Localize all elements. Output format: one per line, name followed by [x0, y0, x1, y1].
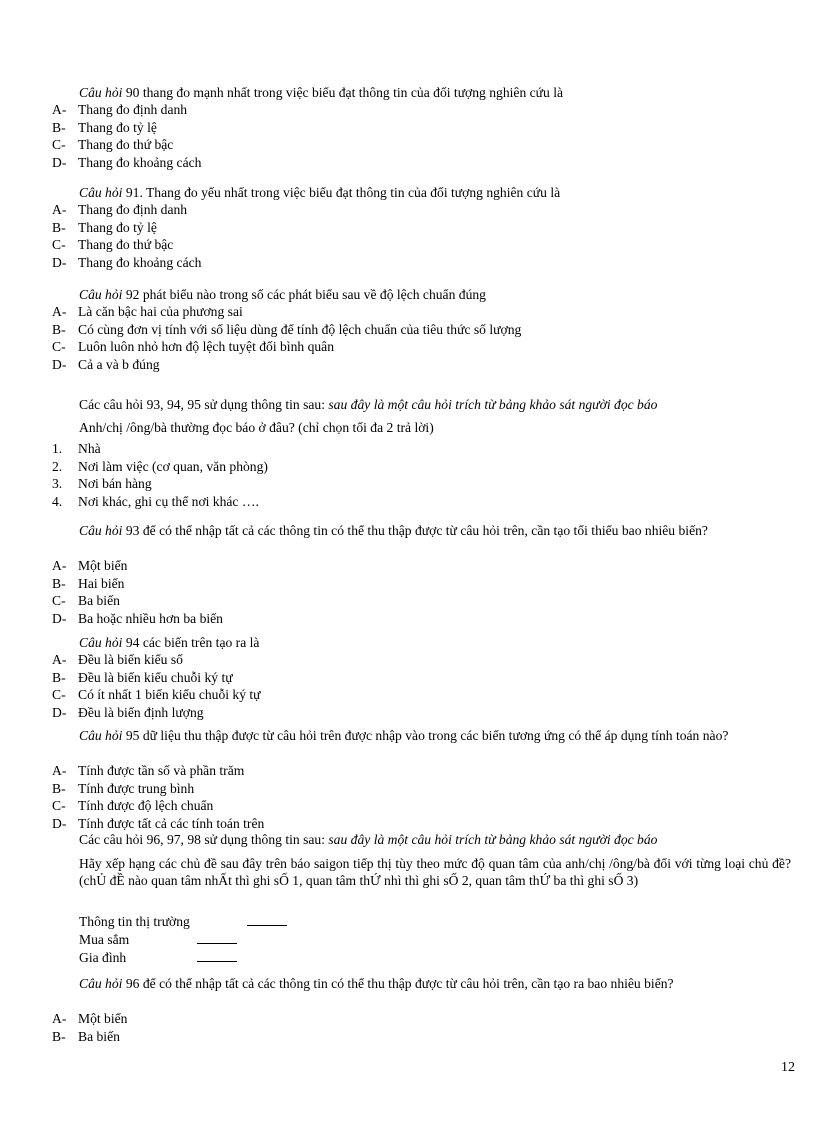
option-text: Thang đo thứ bậc: [78, 237, 174, 253]
question-label: Câu hỏi: [79, 287, 123, 302]
option-marker: A-: [52, 102, 67, 117]
question-label: Câu hỏi: [79, 728, 123, 743]
option-d: [52, 704, 792, 722]
option-d: [52, 254, 792, 272]
question-95: [79, 727, 791, 744]
option-marker: A-: [52, 558, 67, 573]
option-text: Thang đo thứ bậc: [78, 137, 174, 153]
option-text: Là căn bậc hai của phương sai: [78, 304, 243, 319]
question-text: 93 để có thể nhập tất cả các thông tin có thể thu thập được từ câu hỏi trên, cần tạo tối thiểu bao nhiêu biến?: [125, 523, 708, 538]
survey-option-3: [52, 475, 792, 493]
survey-option-2: [52, 458, 792, 476]
ranking-item-2: [79, 931, 237, 948]
option-marker: D-: [52, 704, 67, 720]
question-91-options: [52, 201, 792, 271]
option-marker: B-: [52, 780, 66, 796]
question-label: Câu hỏi: [79, 635, 123, 650]
question-90: [79, 84, 791, 101]
option-marker: A-: [52, 304, 67, 319]
ranking-item-3: [79, 949, 237, 966]
option-marker: B-: [52, 669, 66, 685]
question-96: [79, 975, 791, 992]
question-text: 95 dữ liệu thu thập được từ câu hỏi trên được nhập vào trong các biến tương ứng có thể áp dụng tính toán nào?: [125, 728, 729, 743]
question-text: 96 để có thể nhập tất cả các thông tin có thể thu thập được từ câu hỏi trên, cần tạo ra bao nhiêu biến?: [125, 976, 674, 991]
survey-option-4: [52, 493, 792, 511]
option-marker: 3.: [52, 476, 63, 492]
option-marker: 1.: [52, 441, 63, 456]
option-d: [52, 815, 792, 833]
ranking-item-label: Thông tin thị trường: [79, 914, 190, 929]
option-marker: C-: [52, 237, 66, 253]
question-96-options: [52, 1010, 792, 1045]
option-c: [52, 686, 792, 704]
question-label: Câu hỏi: [79, 85, 123, 100]
intro-italic-text: sau đây là một câu hỏi trích từ bảng khảo sát người đọc báo: [328, 397, 658, 412]
ranking-blank[interactable]: [247, 913, 287, 926]
option-text: Thang đo khoảng cách: [78, 254, 202, 270]
option-c: [52, 338, 792, 356]
option-text: Ba biến: [78, 1028, 120, 1044]
intro-italic-text: sau đây là một câu hỏi trích từ bảng khảo sát người đọc báo: [328, 832, 658, 847]
option-c: [52, 236, 792, 254]
option-a: [52, 1010, 792, 1028]
option-a: [52, 303, 792, 321]
question-text: 90 thang đo mạnh nhất trong việc biểu đạt thông tin của đối tượng nghiên cứu là: [125, 85, 564, 100]
question-95-options: [52, 762, 792, 832]
option-text: Tính được tất cả các tính toán trên: [78, 815, 265, 831]
option-marker: B-: [52, 119, 66, 135]
option-a: [52, 557, 792, 575]
option-marker: B-: [52, 1028, 66, 1044]
option-b: [52, 780, 792, 798]
option-text: Đều là biến định lượng: [78, 704, 204, 720]
intro-text: Các câu hỏi 96, 97, 98 sử dụng thông tin sau:: [79, 832, 329, 847]
intro-text: Các câu hỏi 93, 94, 95 sử dụng thông tin sau:: [79, 397, 329, 412]
option-b: [52, 119, 792, 137]
survey-option-1: [52, 440, 792, 458]
option-text: Ba biến: [78, 593, 120, 609]
option-text: Có cùng đơn vị tính với số liệu dùng để tính độ lệch chuẩn của tiêu thức số lượng: [78, 321, 522, 337]
question-text: 94 các biến trên tạo ra là: [125, 635, 260, 650]
option-marker: 4.: [52, 493, 63, 509]
option-marker: A-: [52, 1011, 67, 1026]
question-93: [79, 522, 791, 539]
survey-1-options: [52, 440, 792, 510]
option-c: [52, 592, 792, 610]
question-91: [79, 184, 791, 201]
option-b: [52, 669, 792, 687]
option-text: Một biến: [78, 558, 128, 573]
option-marker: D-: [52, 815, 67, 831]
option-marker: D-: [52, 610, 67, 626]
option-marker: C-: [52, 593, 66, 609]
question-92-options: [52, 303, 792, 373]
ranking-blank[interactable]: [197, 931, 237, 944]
question-text: 91. Thang đo yếu nhất trong việc biểu đạt thông tin của đối tượng nghiên cứu là: [125, 185, 561, 200]
option-marker: C-: [52, 687, 66, 703]
option-marker: C-: [52, 339, 66, 355]
option-marker: B-: [52, 321, 66, 337]
option-b: [52, 321, 792, 339]
question-93-options: [52, 557, 792, 627]
option-marker: D-: [52, 356, 67, 372]
option-b: [52, 575, 792, 593]
option-text: Thang đo định danh: [78, 202, 188, 217]
question-94-options: [52, 651, 792, 721]
option-text: Thang đo tỷ lệ: [78, 119, 157, 135]
question-label: Câu hỏi: [79, 185, 123, 200]
option-marker: 2.: [52, 458, 63, 474]
option-marker: C-: [52, 137, 66, 153]
question-text: 92 phát biểu nào trong số các phát biểu sau về độ lệch chuẩn đúng: [125, 287, 486, 302]
option-text: Luôn luôn nhỏ hơn độ lệch tuyệt đối bình quân: [78, 339, 334, 355]
option-text: Tính được trung bình: [78, 780, 195, 796]
question-label: Câu hỏi: [79, 523, 123, 538]
option-marker: D-: [52, 254, 67, 270]
option-a: [52, 201, 792, 219]
ranking-item-label: Gia đình: [79, 950, 127, 965]
page-number: 12: [781, 1060, 795, 1075]
shared-info-intro-93-95: [79, 396, 791, 413]
option-text: Hai biến: [78, 575, 125, 591]
option-marker: B-: [52, 219, 66, 235]
option-text: Tính được tần số và phần trăm: [78, 763, 245, 778]
option-b: [52, 1028, 792, 1046]
option-c: [52, 136, 792, 154]
option-text: Nơi khác, ghi cụ thể nơi khác ….: [78, 493, 259, 509]
question-90-options: [52, 101, 792, 171]
option-a: [52, 101, 792, 119]
shared-info-intro-96-98: [79, 831, 791, 848]
option-text: Cả a và b đúng: [78, 356, 160, 372]
option-text: Thang đo định danh: [78, 102, 188, 117]
question-label: Câu hỏi: [79, 976, 123, 991]
option-text: Ba hoặc nhiều hơn ba biến: [78, 610, 223, 626]
option-a: [52, 762, 792, 780]
question-92: [79, 286, 791, 303]
ranking-blank[interactable]: [197, 949, 237, 962]
option-marker: D-: [52, 154, 67, 170]
option-text: Đều là biến kiểu chuỗi ký tự: [78, 669, 233, 685]
option-c: [52, 797, 792, 815]
option-text: Đều là biến kiểu số: [78, 652, 183, 667]
option-text: Thang đo khoảng cách: [78, 154, 202, 170]
option-text: Thang đo tỷ lệ: [78, 219, 157, 235]
option-text: Có ít nhất 1 biến kiểu chuỗi ký tự: [78, 687, 261, 703]
survey-question-1: Anh/chị /ông/bà thường đọc báo ở đâu? (chỉ chọn tối đa 2 trả lời): [79, 420, 434, 435]
option-d: [52, 610, 792, 628]
ranking-item-1: [79, 913, 287, 930]
option-text: Nơi làm việc (cơ quan, văn phòng): [78, 458, 268, 474]
survey-question-2: Hãy xếp hạng các chủ đề sau đây trên báo saigon tiếp thị tùy theo mức độ quan tâm của anh/chị /ông/bà đối với từng loại chủ đề? (chỦ đỀ nào quan tâm nhẤt thì ghi sỐ 1, quan tâm thỨ nhì thì ghi sỐ 2, quan tâm thỨ ba thì ghi sỐ 3): [79, 856, 791, 888]
option-marker: A-: [52, 652, 67, 667]
option-marker: C-: [52, 798, 66, 814]
option-d: [52, 356, 792, 374]
option-text: Tính được độ lệch chuẩn: [78, 798, 214, 814]
option-marker: A-: [52, 763, 67, 778]
option-marker: A-: [52, 202, 67, 217]
option-text: Nơi bán hàng: [78, 476, 152, 492]
ranking-item-label: Mua sắm: [79, 932, 130, 947]
option-d: [52, 154, 792, 172]
option-text: Nhà: [78, 441, 101, 456]
option-a: [52, 651, 792, 669]
option-b: [52, 219, 792, 237]
option-marker: B-: [52, 575, 66, 591]
question-94: [79, 634, 791, 651]
option-text: Một biến: [78, 1011, 128, 1026]
